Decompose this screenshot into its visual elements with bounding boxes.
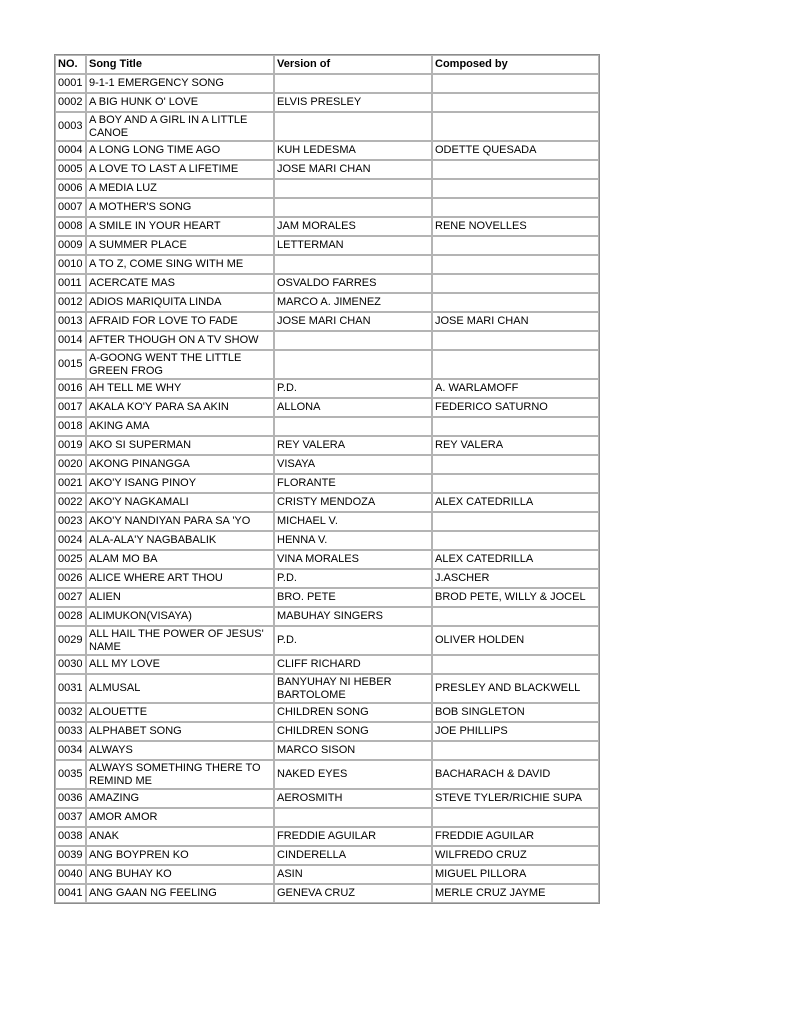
song-number: 0025 <box>55 550 86 569</box>
table-row <box>55 350 599 379</box>
song-number: 0040 <box>55 865 86 884</box>
song-title: AKALA KO'Y PARA SA AKIN <box>86 398 274 417</box>
song-composer: ALEX CATEDRILLA <box>432 550 599 569</box>
song-version <box>274 808 432 827</box>
song-rows <box>55 74 599 903</box>
song-composer: JOE PHILLIPS <box>432 722 599 741</box>
song-version: P.D. <box>274 626 432 655</box>
song-version: CINDERELLA <box>274 846 432 865</box>
song-version: AEROSMITH <box>274 789 432 808</box>
song-version: GENEVA CRUZ <box>274 884 432 903</box>
song-version: OSVALDO FARRES <box>274 274 432 293</box>
song-version: HENNA V. <box>274 531 432 550</box>
table-row <box>55 703 599 722</box>
song-title: AKING AMA <box>86 417 274 436</box>
song-number: 0013 <box>55 312 86 331</box>
song-composer: JOSE MARI CHAN <box>432 312 599 331</box>
table-row <box>55 626 599 655</box>
song-number: 0021 <box>55 474 86 493</box>
song-number: 0030 <box>55 655 86 674</box>
song-version: VINA MORALES <box>274 550 432 569</box>
song-composer: FEDERICO SATURNO <box>432 398 599 417</box>
song-version <box>274 350 432 379</box>
song-composer <box>432 293 599 312</box>
song-composer <box>432 331 599 350</box>
song-composer: STEVE TYLER/RICHIE SUPA <box>432 789 599 808</box>
song-version: JOSE MARI CHAN <box>274 312 432 331</box>
header-song-title: Song Title <box>86 55 274 74</box>
song-number: 0039 <box>55 846 86 865</box>
song-version: KUH LEDESMA <box>274 141 432 160</box>
song-title: 9-1-1 EMERGENCY SONG <box>86 74 274 93</box>
table-row <box>55 293 599 312</box>
song-title: AH TELL ME WHY <box>86 379 274 398</box>
song-version <box>274 417 432 436</box>
song-title: ALIMUKON(VISAYA) <box>86 607 274 626</box>
song-number: 0029 <box>55 626 86 655</box>
song-title: A BOY AND A GIRL IN A LITTLE CANOE <box>86 112 274 141</box>
song-number: 0023 <box>55 512 86 531</box>
song-composer <box>432 179 599 198</box>
song-number: 0011 <box>55 274 86 293</box>
song-title: ALICE WHERE ART THOU <box>86 569 274 588</box>
table-row <box>55 550 599 569</box>
song-version: P.D. <box>274 569 432 588</box>
table-row <box>55 74 599 93</box>
song-composer: MIGUEL PILLORA <box>432 865 599 884</box>
song-composer <box>432 236 599 255</box>
song-number: 0032 <box>55 703 86 722</box>
table-row <box>55 379 599 398</box>
table-row <box>55 198 599 217</box>
song-version: FREDDIE AGUILAR <box>274 827 432 846</box>
song-composer: RENE NOVELLES <box>432 217 599 236</box>
song-composer: WILFREDO CRUZ <box>432 846 599 865</box>
song-number: 0012 <box>55 293 86 312</box>
song-number: 0036 <box>55 789 86 808</box>
table-row <box>55 112 599 141</box>
table-row <box>55 722 599 741</box>
song-number: 0028 <box>55 607 86 626</box>
song-number: 0019 <box>55 436 86 455</box>
song-title: A SMILE IN YOUR HEART <box>86 217 274 236</box>
song-composer: PRESLEY AND BLACKWELL <box>432 674 599 703</box>
song-composer: ODETTE QUESADA <box>432 141 599 160</box>
song-version: ELVIS PRESLEY <box>274 93 432 112</box>
table-row <box>55 274 599 293</box>
table-row <box>55 141 599 160</box>
table-row <box>55 455 599 474</box>
header-composed-by: Composed by <box>432 55 599 74</box>
table-row <box>55 655 599 674</box>
song-composer <box>432 512 599 531</box>
song-composer: ALEX CATEDRILLA <box>432 493 599 512</box>
song-version <box>274 112 432 141</box>
table-row <box>55 674 599 703</box>
song-composer: BACHARACH & DAVID <box>432 760 599 789</box>
song-composer: BOB SINGLETON <box>432 703 599 722</box>
song-composer: FREDDIE AGUILAR <box>432 827 599 846</box>
table-header-row <box>55 55 599 74</box>
song-number: 0031 <box>55 674 86 703</box>
table-row <box>55 607 599 626</box>
song-number: 0004 <box>55 141 86 160</box>
table-row <box>55 789 599 808</box>
song-number: 0005 <box>55 160 86 179</box>
song-title: ALOUETTE <box>86 703 274 722</box>
song-title: ALA-ALA'Y NAGBABALIK <box>86 531 274 550</box>
song-composer: BROD PETE, WILLY & JOCEL <box>432 588 599 607</box>
song-title: ANG BOYPREN KO <box>86 846 274 865</box>
song-version: CRISTY MENDOZA <box>274 493 432 512</box>
song-version: CHILDREN SONG <box>274 722 432 741</box>
song-composer <box>432 350 599 379</box>
song-number: 0017 <box>55 398 86 417</box>
table-row <box>55 474 599 493</box>
song-number: 0006 <box>55 179 86 198</box>
song-version <box>274 179 432 198</box>
table-row <box>55 331 599 350</box>
song-title: ALWAYS SOMETHING THERE TO REMIND ME <box>86 760 274 789</box>
table-row <box>55 588 599 607</box>
song-composer <box>432 160 599 179</box>
song-number: 0020 <box>55 455 86 474</box>
song-title: ACERCATE MAS <box>86 274 274 293</box>
song-number: 0008 <box>55 217 86 236</box>
song-number: 0022 <box>55 493 86 512</box>
table-row <box>55 398 599 417</box>
table-row <box>55 531 599 550</box>
song-composer <box>432 74 599 93</box>
song-number: 0041 <box>55 884 86 903</box>
song-title: ALL MY LOVE <box>86 655 274 674</box>
song-number: 0027 <box>55 588 86 607</box>
song-composer <box>432 198 599 217</box>
song-table <box>54 54 600 904</box>
song-title: AMAZING <box>86 789 274 808</box>
table-row <box>55 741 599 760</box>
song-title: ADIOS MARIQUITA LINDA <box>86 293 274 312</box>
song-title: AKO SI SUPERMAN <box>86 436 274 455</box>
song-composer <box>432 531 599 550</box>
song-version: MARCO SISON <box>274 741 432 760</box>
table-row <box>55 417 599 436</box>
song-title: A TO Z, COME SING WITH ME <box>86 255 274 274</box>
song-title: ALAM MO BA <box>86 550 274 569</box>
song-title: AKO'Y NANDIYAN PARA SA 'YO <box>86 512 274 531</box>
song-composer <box>432 112 599 141</box>
song-version <box>274 331 432 350</box>
song-title: AKONG PINANGGA <box>86 455 274 474</box>
song-version: MICHAEL V. <box>274 512 432 531</box>
table-row <box>55 236 599 255</box>
table-row <box>55 436 599 455</box>
song-composer <box>432 255 599 274</box>
song-composer <box>432 655 599 674</box>
song-composer <box>432 741 599 760</box>
table-row <box>55 865 599 884</box>
song-title: A LONG LONG TIME AGO <box>86 141 274 160</box>
song-number: 0024 <box>55 531 86 550</box>
song-version <box>274 74 432 93</box>
song-title: AFTER THOUGH ON A TV SHOW <box>86 331 274 350</box>
header-no: NO. <box>55 55 86 74</box>
table-row <box>55 512 599 531</box>
table-row <box>55 760 599 789</box>
song-number: 0015 <box>55 350 86 379</box>
song-composer <box>432 808 599 827</box>
song-title: ALL HAIL THE POWER OF JESUS' NAME <box>86 626 274 655</box>
song-version: MARCO A. JIMENEZ <box>274 293 432 312</box>
song-composer <box>432 417 599 436</box>
song-version: P.D. <box>274 379 432 398</box>
song-version: FLORANTE <box>274 474 432 493</box>
song-version: MABUHAY SINGERS <box>274 607 432 626</box>
table-row <box>55 493 599 512</box>
song-version: JOSE MARI CHAN <box>274 160 432 179</box>
song-version: NAKED EYES <box>274 760 432 789</box>
song-title: A-GOONG WENT THE LITTLE GREEN FROG <box>86 350 274 379</box>
song-title: ANG GAAN NG FEELING <box>86 884 274 903</box>
table-row <box>55 827 599 846</box>
table-row <box>55 846 599 865</box>
song-title: ANG BUHAY KO <box>86 865 274 884</box>
song-version <box>274 198 432 217</box>
table-row <box>55 569 599 588</box>
song-number: 0003 <box>55 112 86 141</box>
song-number: 0014 <box>55 331 86 350</box>
song-number: 0009 <box>55 236 86 255</box>
song-number: 0002 <box>55 93 86 112</box>
table-row <box>55 160 599 179</box>
song-title: ALMUSAL <box>86 674 274 703</box>
song-version: ALLONA <box>274 398 432 417</box>
table-row <box>55 312 599 331</box>
song-title: ALIEN <box>86 588 274 607</box>
song-composer: REY VALERA <box>432 436 599 455</box>
song-version: LETTERMAN <box>274 236 432 255</box>
song-number: 0016 <box>55 379 86 398</box>
song-version: CLIFF RICHARD <box>274 655 432 674</box>
song-title: AFRAID FOR LOVE TO FADE <box>86 312 274 331</box>
song-composer <box>432 474 599 493</box>
song-list-page <box>54 54 600 904</box>
song-version: JAM MORALES <box>274 217 432 236</box>
song-version: REY VALERA <box>274 436 432 455</box>
table-row <box>55 808 599 827</box>
table-row <box>55 217 599 236</box>
table-row <box>55 255 599 274</box>
song-composer: J.ASCHER <box>432 569 599 588</box>
song-title: ALWAYS <box>86 741 274 760</box>
song-composer <box>432 607 599 626</box>
song-composer <box>432 93 599 112</box>
song-version <box>274 255 432 274</box>
song-number: 0038 <box>55 827 86 846</box>
song-title: A BIG HUNK O' LOVE <box>86 93 274 112</box>
song-title: ANAK <box>86 827 274 846</box>
song-version: ASIN <box>274 865 432 884</box>
song-composer: OLIVER HOLDEN <box>432 626 599 655</box>
song-number: 0001 <box>55 74 86 93</box>
song-title: ALPHABET SONG <box>86 722 274 741</box>
song-number: 0034 <box>55 741 86 760</box>
song-number: 0035 <box>55 760 86 789</box>
song-number: 0033 <box>55 722 86 741</box>
song-title: AKO'Y NAGKAMALI <box>86 493 274 512</box>
song-title: AMOR AMOR <box>86 808 274 827</box>
song-version: CHILDREN SONG <box>274 703 432 722</box>
song-composer: MERLE CRUZ JAYME <box>432 884 599 903</box>
song-composer <box>432 455 599 474</box>
header-version-of: Version of <box>274 55 432 74</box>
song-composer: A. WARLAMOFF <box>432 379 599 398</box>
table-row <box>55 93 599 112</box>
song-number: 0037 <box>55 808 86 827</box>
song-title: A MEDIA LUZ <box>86 179 274 198</box>
song-version: BRO. PETE <box>274 588 432 607</box>
table-row <box>55 179 599 198</box>
song-title: A MOTHER'S SONG <box>86 198 274 217</box>
table-row <box>55 884 599 903</box>
song-composer <box>432 274 599 293</box>
song-number: 0026 <box>55 569 86 588</box>
song-version: VISAYA <box>274 455 432 474</box>
song-version: BANYUHAY NI HEBER BARTOLOME <box>274 674 432 703</box>
song-title: AKO'Y ISANG PINOY <box>86 474 274 493</box>
song-title: A SUMMER PLACE <box>86 236 274 255</box>
song-number: 0007 <box>55 198 86 217</box>
song-number: 0018 <box>55 417 86 436</box>
song-number: 0010 <box>55 255 86 274</box>
song-title: A LOVE TO LAST A LIFETIME <box>86 160 274 179</box>
